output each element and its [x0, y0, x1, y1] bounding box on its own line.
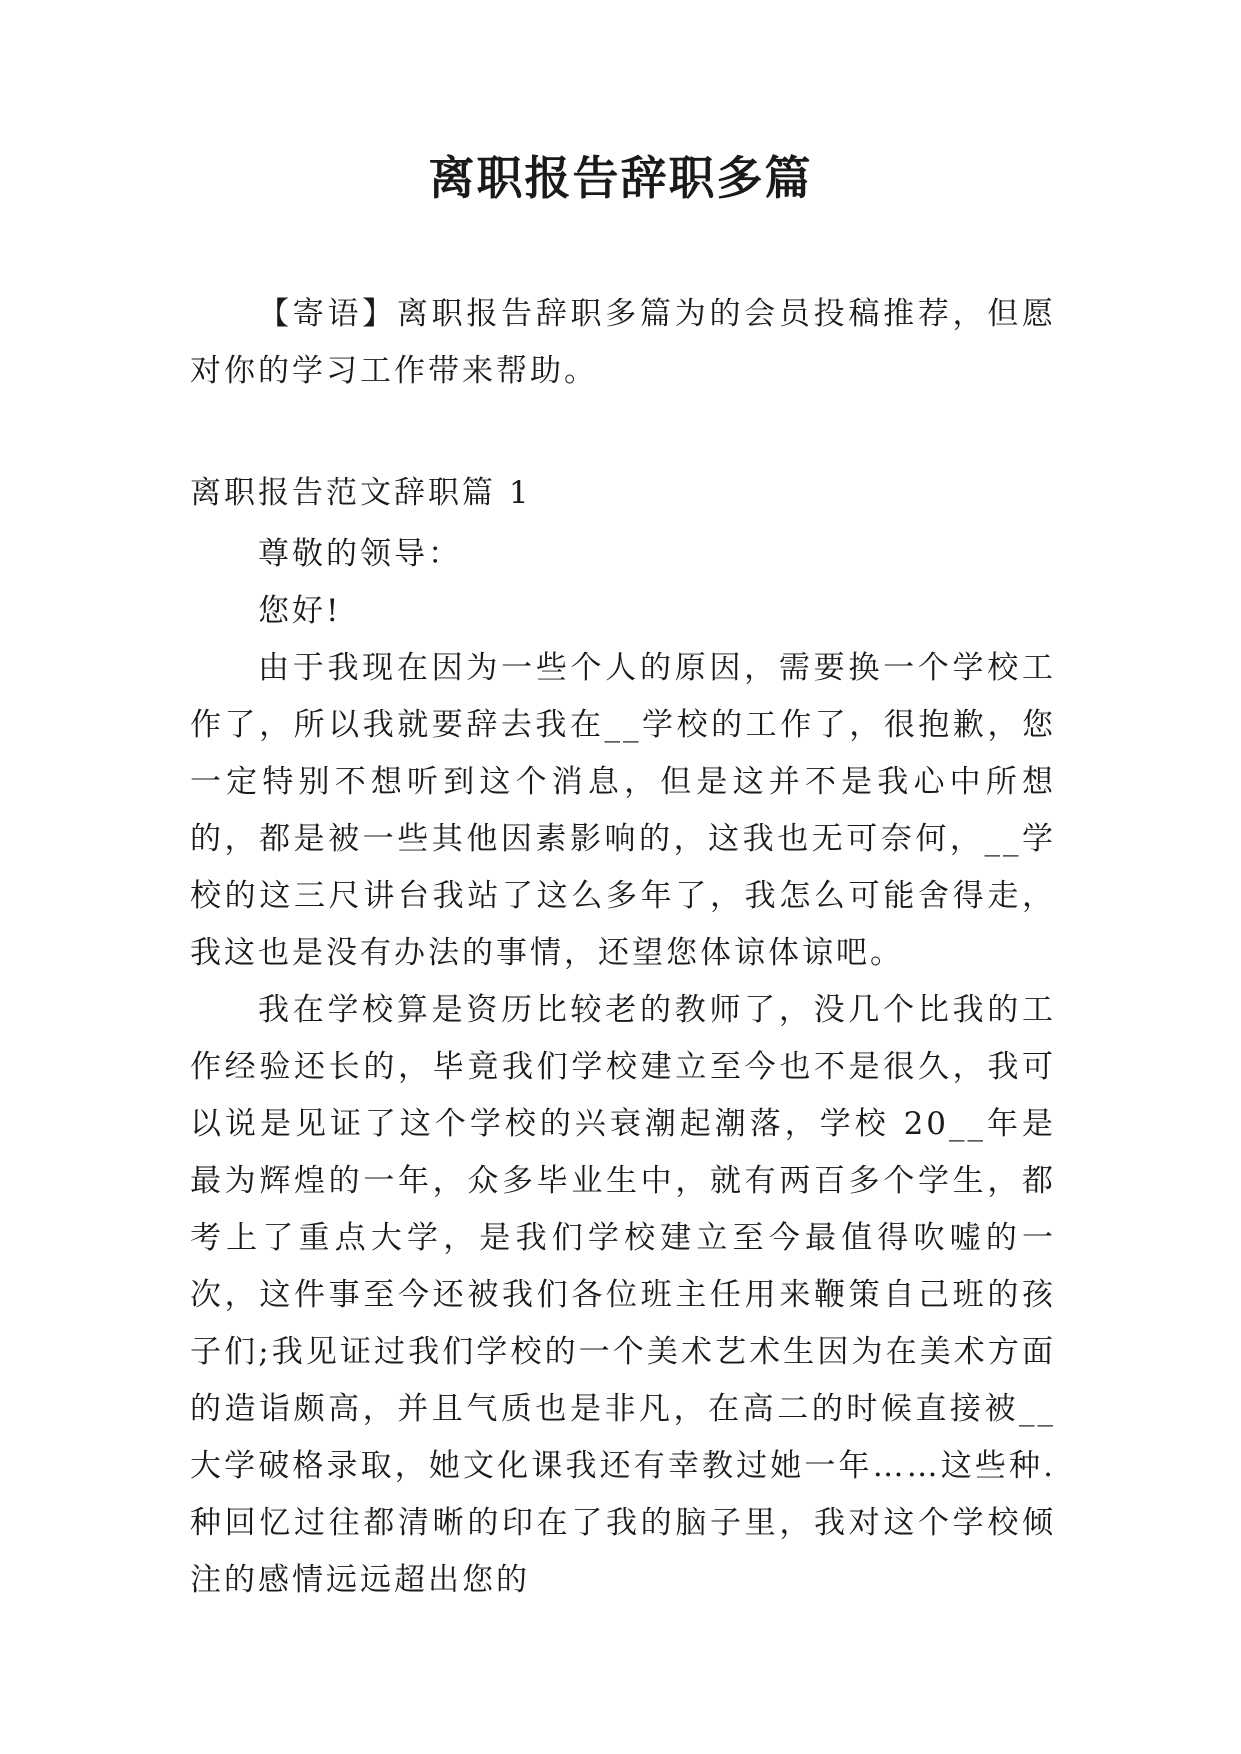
intro-paragraph: 【寄语】离职报告辞职多篇为的会员投稿推荐，但愿对你的学习工作带来帮助。	[190, 296, 1056, 389]
greeting-line: 尊敬的领导：	[258, 536, 462, 572]
salutation-line: 您好!	[258, 593, 342, 629]
section-heading: 离职报告范文辞职篇 1	[190, 475, 532, 511]
document-title: 离职报告辞职多篇	[428, 151, 813, 205]
body-paragraph: 由于我现在因为一些个人的原因，需要换一个学校工作了，所以我就要辞去我在__学校的工作了，很抱歉，您一定特别不想听到这个消息，但是这并不是我心中所想的，都是被一些其他因素影响的，这我也无可奈何，__学校的这三尺讲台我站了这么多年了，我怎么可能舍得走，我这也是没有办法的事情，还望您体谅体谅吧。	[190, 650, 1056, 971]
body-paragraph: 我在学校算是资历比较老的教师了，没几个比我的工作经验还长的，毕竟我们学校建立至今也不是很久，我可以说是见证了这个学校的兴衰潮起潮落，学校 20__年是最为辉煌的一年，众多毕业生中，就有两百多个学生，都考上了重点大学，是我们学校建立至今最值得吹嘘的一次，这件事至今还被我们各位班主任用来鞭策自己班的孩子们;我见证过我们学校的一个美术艺术生因为在美术方面的造诣颇高，并且气质也是非凡，在高二的时候直接被__大学破格录取，她文化课我还有幸教过她一年……这些种.种回忆过往都清晰的印在了我的脑子里，我对这个学校倾注的感情远远超出您的	[190, 992, 1056, 1598]
